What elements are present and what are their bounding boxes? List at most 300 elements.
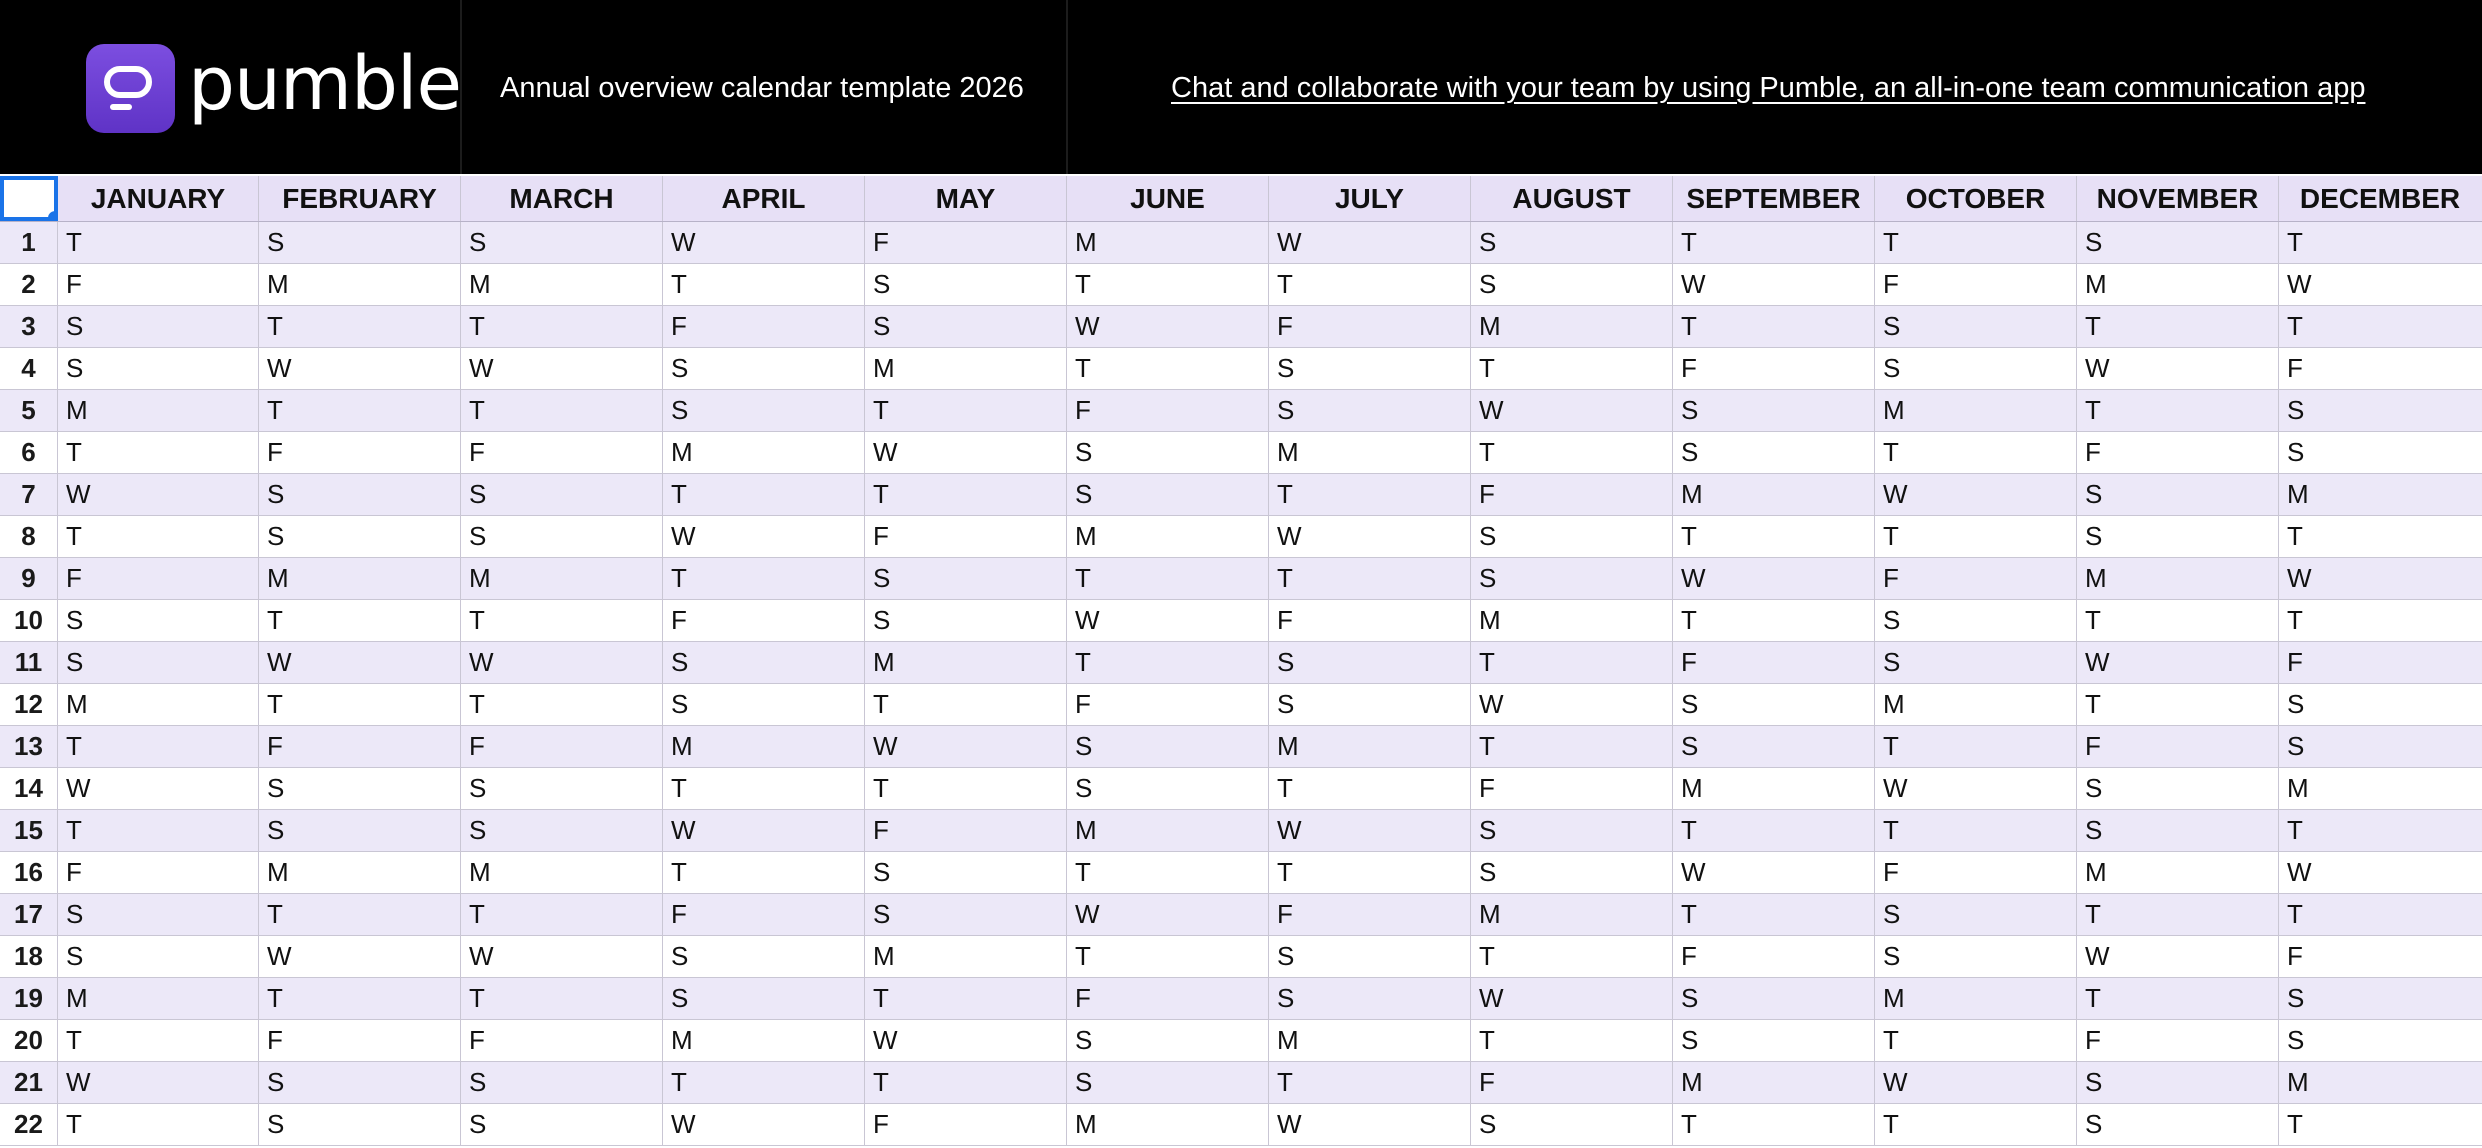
day-cell[interactable]: W bbox=[1673, 264, 1875, 305]
day-cell[interactable]: S bbox=[58, 600, 259, 641]
day-cell[interactable]: T bbox=[1875, 222, 2077, 263]
day-cell[interactable]: T bbox=[1673, 1104, 1875, 1145]
month-header-september[interactable]: SEPTEMBER bbox=[1673, 176, 1875, 221]
day-cell[interactable]: M bbox=[1067, 222, 1269, 263]
day-cell[interactable]: T bbox=[1673, 894, 1875, 935]
day-cell[interactable]: S bbox=[1673, 978, 1875, 1019]
day-cell[interactable]: S bbox=[58, 894, 259, 935]
row-number[interactable]: 19 bbox=[0, 978, 58, 1019]
day-cell[interactable]: S bbox=[1471, 516, 1673, 557]
day-cell[interactable]: T bbox=[1471, 1020, 1673, 1061]
day-cell[interactable]: S bbox=[1471, 558, 1673, 599]
day-cell[interactable]: T bbox=[1875, 1104, 2077, 1145]
row-number[interactable]: 22 bbox=[0, 1104, 58, 1145]
day-cell[interactable]: F bbox=[1875, 558, 2077, 599]
day-cell[interactable]: T bbox=[663, 852, 865, 893]
day-cell[interactable]: S bbox=[461, 222, 663, 263]
day-cell[interactable]: W bbox=[2287, 269, 2312, 299]
day-cell[interactable]: T bbox=[2287, 227, 2303, 257]
day-cell[interactable]: W bbox=[663, 516, 865, 557]
month-header-february[interactable]: FEBRUARY bbox=[259, 176, 461, 221]
day-cell[interactable]: S bbox=[1673, 432, 1875, 473]
day-cell[interactable]: M bbox=[58, 684, 259, 725]
day-cell[interactable]: T bbox=[865, 978, 1067, 1019]
day-cell[interactable]: F bbox=[663, 306, 865, 347]
row-number[interactable]: 1 bbox=[0, 222, 58, 263]
day-cell[interactable]: S bbox=[1471, 852, 1673, 893]
day-cell[interactable]: S bbox=[1269, 684, 1471, 725]
day-cell[interactable]: W bbox=[1673, 852, 1875, 893]
row-number[interactable]: 17 bbox=[0, 894, 58, 935]
day-cell[interactable]: M bbox=[259, 852, 461, 893]
month-header-november[interactable]: NOVEMBER bbox=[2077, 176, 2279, 221]
row-number[interactable]: 11 bbox=[0, 642, 58, 683]
day-cell[interactable]: M bbox=[2287, 1067, 2309, 1097]
day-cell[interactable]: S bbox=[1875, 306, 2077, 347]
day-cell[interactable]: M bbox=[461, 264, 663, 305]
day-cell[interactable]: F bbox=[58, 852, 259, 893]
day-cell[interactable]: T bbox=[1875, 1020, 2077, 1061]
day-cell[interactable]: T bbox=[259, 390, 461, 431]
day-cell[interactable]: F bbox=[1269, 894, 1471, 935]
day-cell[interactable]: M bbox=[1067, 1104, 1269, 1145]
day-cell[interactable]: T bbox=[1471, 348, 1673, 389]
day-cell[interactable]: S bbox=[259, 1104, 461, 1145]
day-cell[interactable]: M bbox=[1875, 978, 2077, 1019]
day-cell[interactable]: W bbox=[663, 810, 865, 851]
day-cell[interactable]: M bbox=[2077, 852, 2279, 893]
day-cell[interactable]: T bbox=[2287, 815, 2303, 845]
day-cell[interactable]: T bbox=[1067, 936, 1269, 977]
day-cell[interactable]: S bbox=[58, 642, 259, 683]
day-cell[interactable]: M bbox=[1673, 474, 1875, 515]
day-cell[interactable]: F bbox=[58, 558, 259, 599]
row-number[interactable]: 9 bbox=[0, 558, 58, 599]
day-cell[interactable]: W bbox=[865, 726, 1067, 767]
day-cell[interactable]: S bbox=[865, 894, 1067, 935]
day-cell[interactable]: F bbox=[1875, 852, 2077, 893]
day-cell[interactable]: T bbox=[2077, 894, 2279, 935]
row-number[interactable]: 21 bbox=[0, 1062, 58, 1103]
day-cell[interactable]: S bbox=[663, 684, 865, 725]
row-number[interactable]: 6 bbox=[0, 432, 58, 473]
row-number[interactable]: 20 bbox=[0, 1020, 58, 1061]
day-cell[interactable]: M bbox=[2077, 558, 2279, 599]
day-cell[interactable]: S bbox=[461, 1104, 663, 1145]
day-cell[interactable]: F bbox=[1471, 1062, 1673, 1103]
day-cell[interactable]: F bbox=[2287, 647, 2303, 677]
day-cell[interactable]: S bbox=[663, 936, 865, 977]
day-cell[interactable]: T bbox=[865, 474, 1067, 515]
day-cell[interactable]: W bbox=[1067, 894, 1269, 935]
day-cell[interactable]: T bbox=[865, 684, 1067, 725]
day-cell[interactable]: S bbox=[2287, 689, 2305, 719]
day-cell[interactable]: T bbox=[1067, 264, 1269, 305]
day-cell[interactable]: S bbox=[1875, 348, 2077, 389]
day-cell[interactable]: M bbox=[1471, 600, 1673, 641]
day-cell[interactable]: S bbox=[1875, 600, 2077, 641]
day-cell[interactable]: T bbox=[1269, 264, 1471, 305]
day-cell[interactable]: M bbox=[259, 558, 461, 599]
row-number[interactable]: 10 bbox=[0, 600, 58, 641]
row-number[interactable]: 13 bbox=[0, 726, 58, 767]
row-number[interactable]: 3 bbox=[0, 306, 58, 347]
day-cell[interactable]: T bbox=[2077, 306, 2279, 347]
day-cell[interactable]: F bbox=[1673, 936, 1875, 977]
day-cell[interactable]: S bbox=[663, 390, 865, 431]
day-cell[interactable]: M bbox=[663, 1020, 865, 1061]
day-cell[interactable]: T bbox=[58, 222, 259, 263]
day-cell[interactable]: S bbox=[865, 558, 1067, 599]
day-cell[interactable]: M bbox=[1673, 1062, 1875, 1103]
day-cell[interactable]: S bbox=[259, 222, 461, 263]
day-cell[interactable]: T bbox=[58, 1020, 259, 1061]
row-number[interactable]: 16 bbox=[0, 852, 58, 893]
day-cell[interactable]: M bbox=[259, 264, 461, 305]
day-cell[interactable]: F bbox=[1471, 768, 1673, 809]
day-cell[interactable]: T bbox=[58, 1104, 259, 1145]
row-number[interactable]: 7 bbox=[0, 474, 58, 515]
row-number[interactable]: 4 bbox=[0, 348, 58, 389]
fill-handle[interactable] bbox=[46, 209, 58, 221]
day-cell[interactable]: W bbox=[259, 642, 461, 683]
day-cell[interactable]: S bbox=[1067, 726, 1269, 767]
day-cell[interactable]: W bbox=[2287, 857, 2312, 887]
month-header-march[interactable]: MARCH bbox=[461, 176, 663, 221]
day-cell[interactable]: S bbox=[461, 474, 663, 515]
day-cell[interactable]: S bbox=[865, 264, 1067, 305]
day-cell[interactable]: M bbox=[865, 642, 1067, 683]
day-cell[interactable]: S bbox=[1269, 642, 1471, 683]
day-cell[interactable]: F bbox=[865, 222, 1067, 263]
day-cell[interactable]: S bbox=[2287, 1025, 2305, 1055]
day-cell[interactable]: M bbox=[1067, 810, 1269, 851]
row-number[interactable]: 15 bbox=[0, 810, 58, 851]
month-header-june[interactable]: JUNE bbox=[1067, 176, 1269, 221]
day-cell[interactable]: T bbox=[461, 978, 663, 1019]
day-cell[interactable]: S bbox=[461, 768, 663, 809]
day-cell[interactable]: W bbox=[2077, 348, 2279, 389]
day-cell[interactable]: T bbox=[1875, 516, 2077, 557]
day-cell[interactable]: W bbox=[2077, 936, 2279, 977]
day-cell[interactable]: S bbox=[1067, 768, 1269, 809]
day-cell[interactable]: T bbox=[865, 768, 1067, 809]
day-cell[interactable]: W bbox=[865, 432, 1067, 473]
day-cell[interactable]: T bbox=[461, 684, 663, 725]
day-cell[interactable]: M bbox=[2287, 479, 2309, 509]
day-cell[interactable]: T bbox=[1875, 432, 2077, 473]
day-cell[interactable]: T bbox=[259, 978, 461, 1019]
day-cell[interactable]: W bbox=[1875, 1062, 2077, 1103]
day-cell[interactable]: S bbox=[2287, 437, 2305, 467]
day-cell[interactable]: M bbox=[1269, 1020, 1471, 1061]
day-cell[interactable]: T bbox=[2077, 390, 2279, 431]
day-cell[interactable]: S bbox=[259, 768, 461, 809]
day-cell[interactable]: S bbox=[1269, 978, 1471, 1019]
day-cell[interactable]: S bbox=[1067, 1020, 1269, 1061]
month-header-may[interactable]: MAY bbox=[865, 176, 1067, 221]
day-cell[interactable]: T bbox=[1673, 810, 1875, 851]
day-cell[interactable]: T bbox=[1067, 642, 1269, 683]
day-cell[interactable]: S bbox=[1673, 390, 1875, 431]
day-cell[interactable]: T bbox=[259, 894, 461, 935]
day-cell[interactable]: S bbox=[2287, 983, 2305, 1013]
day-cell[interactable]: T bbox=[865, 1062, 1067, 1103]
day-cell[interactable]: F bbox=[1067, 978, 1269, 1019]
day-cell[interactable]: T bbox=[1875, 810, 2077, 851]
day-cell[interactable]: S bbox=[58, 936, 259, 977]
row-number[interactable]: 12 bbox=[0, 684, 58, 725]
day-cell[interactable]: T bbox=[1269, 558, 1471, 599]
day-cell[interactable]: T bbox=[1673, 306, 1875, 347]
day-cell[interactable]: T bbox=[1269, 1062, 1471, 1103]
day-cell[interactable]: T bbox=[663, 768, 865, 809]
day-cell[interactable]: S bbox=[1471, 810, 1673, 851]
day-cell[interactable]: S bbox=[865, 306, 1067, 347]
day-cell[interactable]: W bbox=[1673, 558, 1875, 599]
day-cell[interactable]: S bbox=[1269, 348, 1471, 389]
day-cell[interactable]: F bbox=[58, 264, 259, 305]
day-cell[interactable]: T bbox=[865, 390, 1067, 431]
day-cell[interactable]: F bbox=[1269, 306, 1471, 347]
day-cell[interactable]: W bbox=[1269, 222, 1471, 263]
day-cell[interactable]: T bbox=[1673, 222, 1875, 263]
day-cell[interactable]: S bbox=[259, 810, 461, 851]
day-cell[interactable]: F bbox=[865, 1104, 1067, 1145]
day-cell[interactable]: W bbox=[461, 642, 663, 683]
day-cell[interactable]: T bbox=[663, 1062, 865, 1103]
day-cell[interactable]: S bbox=[58, 348, 259, 389]
day-cell[interactable]: T bbox=[1067, 852, 1269, 893]
day-cell[interactable]: T bbox=[1471, 936, 1673, 977]
day-cell[interactable]: S bbox=[2287, 731, 2305, 761]
day-cell[interactable]: T bbox=[1471, 432, 1673, 473]
day-cell[interactable]: S bbox=[1673, 684, 1875, 725]
day-cell[interactable]: F bbox=[461, 1020, 663, 1061]
day-cell[interactable]: S bbox=[1067, 474, 1269, 515]
day-cell[interactable]: F bbox=[461, 726, 663, 767]
day-cell[interactable]: W bbox=[1471, 684, 1673, 725]
day-cell[interactable]: F bbox=[1067, 390, 1269, 431]
day-cell[interactable]: S bbox=[1269, 936, 1471, 977]
day-cell[interactable]: F bbox=[2287, 941, 2303, 971]
day-cell[interactable]: W bbox=[1471, 390, 1673, 431]
day-cell[interactable]: M bbox=[58, 978, 259, 1019]
day-cell[interactable]: F bbox=[865, 516, 1067, 557]
day-cell[interactable]: T bbox=[58, 726, 259, 767]
day-cell[interactable]: W bbox=[663, 222, 865, 263]
day-cell[interactable]: T bbox=[663, 264, 865, 305]
day-cell[interactable]: T bbox=[1067, 558, 1269, 599]
row-number[interactable]: 14 bbox=[0, 768, 58, 809]
row-number[interactable]: 8 bbox=[0, 516, 58, 557]
day-cell[interactable]: S bbox=[461, 810, 663, 851]
day-cell[interactable]: S bbox=[2077, 474, 2279, 515]
day-cell[interactable]: T bbox=[1067, 348, 1269, 389]
day-cell[interactable]: W bbox=[2077, 642, 2279, 683]
day-cell[interactable]: M bbox=[1471, 306, 1673, 347]
day-cell[interactable]: F bbox=[2077, 1020, 2279, 1061]
day-cell[interactable]: W bbox=[259, 936, 461, 977]
day-cell[interactable]: T bbox=[461, 306, 663, 347]
day-cell[interactable]: S bbox=[663, 978, 865, 1019]
day-cell[interactable]: W bbox=[1269, 1104, 1471, 1145]
day-cell[interactable]: F bbox=[1875, 264, 2077, 305]
day-cell[interactable]: F bbox=[663, 600, 865, 641]
month-header-january[interactable]: JANUARY bbox=[58, 176, 259, 221]
day-cell[interactable]: S bbox=[1067, 1062, 1269, 1103]
row-number[interactable]: 5 bbox=[0, 390, 58, 431]
row-number[interactable]: 2 bbox=[0, 264, 58, 305]
day-cell[interactable]: S bbox=[1673, 1020, 1875, 1061]
day-cell[interactable]: T bbox=[58, 432, 259, 473]
day-cell[interactable]: W bbox=[1269, 810, 1471, 851]
day-cell[interactable]: T bbox=[2077, 600, 2279, 641]
day-cell[interactable]: F bbox=[259, 432, 461, 473]
day-cell[interactable]: M bbox=[865, 936, 1067, 977]
day-cell[interactable]: W bbox=[1471, 978, 1673, 1019]
day-cell[interactable]: W bbox=[461, 348, 663, 389]
day-cell[interactable]: S bbox=[259, 516, 461, 557]
day-cell[interactable]: T bbox=[58, 516, 259, 557]
day-cell[interactable]: T bbox=[1269, 852, 1471, 893]
day-cell[interactable]: S bbox=[1875, 936, 2077, 977]
day-cell[interactable]: S bbox=[461, 1062, 663, 1103]
day-cell[interactable]: T bbox=[461, 894, 663, 935]
day-cell[interactable]: M bbox=[1269, 726, 1471, 767]
day-cell[interactable]: M bbox=[1875, 390, 2077, 431]
day-cell[interactable]: T bbox=[461, 600, 663, 641]
day-cell[interactable]: W bbox=[1875, 474, 2077, 515]
day-cell[interactable]: W bbox=[2287, 563, 2312, 593]
day-cell[interactable]: S bbox=[2077, 222, 2279, 263]
day-cell[interactable]: T bbox=[2077, 684, 2279, 725]
day-cell[interactable]: S bbox=[1673, 726, 1875, 767]
day-cell[interactable]: T bbox=[2077, 978, 2279, 1019]
day-cell[interactable]: T bbox=[1269, 768, 1471, 809]
day-cell[interactable]: M bbox=[2287, 773, 2309, 803]
day-cell[interactable]: M bbox=[1673, 768, 1875, 809]
day-cell[interactable]: S bbox=[1875, 894, 2077, 935]
day-cell[interactable]: W bbox=[58, 768, 259, 809]
day-cell[interactable]: S bbox=[259, 1062, 461, 1103]
day-cell[interactable]: F bbox=[461, 432, 663, 473]
day-cell[interactable]: T bbox=[1875, 726, 2077, 767]
day-cell[interactable]: M bbox=[2077, 264, 2279, 305]
day-cell[interactable]: W bbox=[1875, 768, 2077, 809]
day-cell[interactable]: F bbox=[1067, 684, 1269, 725]
day-cell[interactable]: M bbox=[1269, 432, 1471, 473]
day-cell[interactable]: S bbox=[1471, 222, 1673, 263]
day-cell[interactable]: M bbox=[865, 348, 1067, 389]
day-cell[interactable]: W bbox=[663, 1104, 865, 1145]
day-cell[interactable]: T bbox=[259, 600, 461, 641]
month-header-december[interactable]: DECEMBER bbox=[2299, 183, 2461, 214]
day-cell[interactable]: S bbox=[1269, 390, 1471, 431]
day-cell[interactable]: W bbox=[865, 1020, 1067, 1061]
day-cell[interactable]: T bbox=[1673, 516, 1875, 557]
day-cell[interactable]: M bbox=[58, 390, 259, 431]
day-cell[interactable]: M bbox=[663, 432, 865, 473]
day-cell[interactable]: F bbox=[1471, 474, 1673, 515]
day-cell[interactable]: W bbox=[1067, 306, 1269, 347]
day-cell[interactable]: M bbox=[663, 726, 865, 767]
day-cell[interactable]: T bbox=[1673, 600, 1875, 641]
day-cell[interactable]: T bbox=[2287, 605, 2303, 635]
day-cell[interactable]: S bbox=[663, 348, 865, 389]
day-cell[interactable]: T bbox=[2287, 521, 2303, 551]
day-cell[interactable]: T bbox=[663, 474, 865, 515]
selected-cell[interactable] bbox=[0, 176, 58, 221]
day-cell[interactable]: T bbox=[259, 684, 461, 725]
day-cell[interactable]: W bbox=[1269, 516, 1471, 557]
day-cell[interactable]: S bbox=[663, 642, 865, 683]
day-cell[interactable]: F bbox=[259, 726, 461, 767]
day-cell[interactable]: F bbox=[1673, 642, 1875, 683]
day-cell[interactable]: S bbox=[2077, 810, 2279, 851]
day-cell[interactable]: M bbox=[461, 558, 663, 599]
month-header-april[interactable]: APRIL bbox=[663, 176, 865, 221]
day-cell[interactable]: S bbox=[2287, 395, 2305, 425]
day-cell[interactable]: F bbox=[865, 810, 1067, 851]
day-cell[interactable]: M bbox=[461, 852, 663, 893]
row-number[interactable]: 18 bbox=[0, 936, 58, 977]
day-cell[interactable]: T bbox=[2287, 1109, 2303, 1139]
day-cell[interactable]: F bbox=[2077, 432, 2279, 473]
day-cell[interactable]: M bbox=[1471, 894, 1673, 935]
day-cell[interactable]: T bbox=[259, 306, 461, 347]
month-header-october[interactable]: OCTOBER bbox=[1875, 176, 2077, 221]
day-cell[interactable]: F bbox=[259, 1020, 461, 1061]
day-cell[interactable]: T bbox=[461, 390, 663, 431]
day-cell[interactable]: F bbox=[1269, 600, 1471, 641]
day-cell[interactable]: M bbox=[1067, 516, 1269, 557]
day-cell[interactable]: F bbox=[1673, 348, 1875, 389]
day-cell[interactable]: S bbox=[865, 600, 1067, 641]
day-cell[interactable]: W bbox=[1067, 600, 1269, 641]
day-cell[interactable]: S bbox=[2077, 768, 2279, 809]
day-cell[interactable]: S bbox=[2077, 1062, 2279, 1103]
day-cell[interactable]: T bbox=[1269, 474, 1471, 515]
day-cell[interactable]: F bbox=[2287, 353, 2303, 383]
day-cell[interactable]: T bbox=[2287, 311, 2303, 341]
day-cell[interactable]: S bbox=[2077, 1104, 2279, 1145]
day-cell[interactable]: F bbox=[2077, 726, 2279, 767]
day-cell[interactable]: S bbox=[1471, 1104, 1673, 1145]
month-header-august[interactable]: AUGUST bbox=[1471, 176, 1673, 221]
day-cell[interactable]: T bbox=[58, 810, 259, 851]
day-cell[interactable]: W bbox=[259, 348, 461, 389]
day-cell[interactable]: W bbox=[58, 1062, 259, 1103]
day-cell[interactable]: S bbox=[1471, 264, 1673, 305]
day-cell[interactable]: T bbox=[2287, 899, 2303, 929]
day-cell[interactable]: S bbox=[2077, 516, 2279, 557]
day-cell[interactable]: S bbox=[1067, 432, 1269, 473]
day-cell[interactable]: M bbox=[1875, 684, 2077, 725]
day-cell[interactable]: S bbox=[461, 516, 663, 557]
promo-link[interactable]: Chat and collaborate with your team by using Pumble, an all-in-one team communication app bbox=[1171, 72, 2366, 104]
day-cell[interactable]: W bbox=[58, 474, 259, 515]
month-header-july[interactable]: JULY bbox=[1269, 176, 1471, 221]
day-cell[interactable]: T bbox=[1471, 726, 1673, 767]
day-cell[interactable]: W bbox=[461, 936, 663, 977]
day-cell[interactable]: T bbox=[663, 558, 865, 599]
day-cell[interactable]: F bbox=[663, 894, 865, 935]
day-cell[interactable]: S bbox=[58, 306, 259, 347]
day-cell[interactable]: S bbox=[1875, 642, 2077, 683]
day-cell[interactable]: S bbox=[259, 474, 461, 515]
day-cell[interactable]: T bbox=[1471, 642, 1673, 683]
